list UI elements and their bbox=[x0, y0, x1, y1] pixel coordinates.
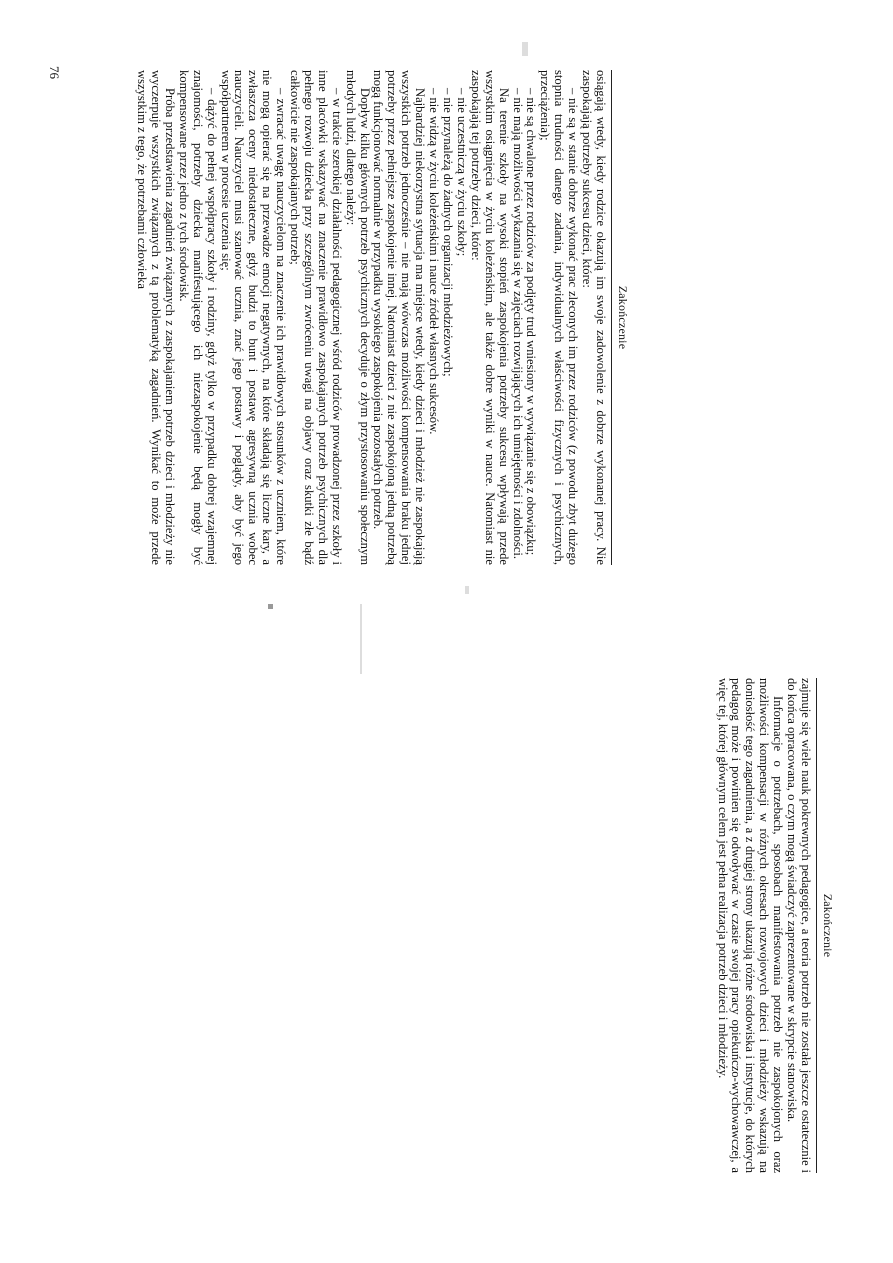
scan-mark bbox=[522, 42, 528, 56]
paragraph: zajmuje się wiele nauk pokrewnych pedagogice, a teoria potrzeb nie została jeszcze ostatecznie i do końca opracowana, o czym mogą świadczyć zaprezentowane w skrypcie stanowiska. bbox=[785, 678, 813, 1173]
left-header-rule bbox=[611, 70, 612, 565]
paragraph: – zwracać uwagę nauczycielom na znaczenie ich prawidłowych stosunków z uczniem, które nie mogą opierać się na przewadze emocji negatywnych, na które składają się liczne kary, a zwłaszcza oceny niedostateczne, gdyż budzi to bunt i postawę agresywną ucznia wobec nauczycieli. Nauczyciel musi szanować ucznia, znać jego postawy i poglądy, aby być jego współpartnerem w procesie uczenia się; bbox=[218, 70, 289, 565]
paragraph: – nie przynależą do żadnych organizacji młodzieżowych; bbox=[441, 88, 456, 377]
right-header-rule bbox=[816, 678, 817, 1173]
paragraph: Na terenie szkoły na wysoki stopień zaspokojenia potrzeby sukcesu wpływają przede wszystkim osiągnięcia w życiu koleżeńskim, ale także dobre wyniki w nauce. Natomiast nie zaspokajają tej potrzeby dzieci, które: bbox=[468, 70, 511, 565]
paragraph: – nie są w stanie dobrze wykonać prac zleconych im przez rodziców (z powodu zbyt dużego stopnia trudności danego zadania, indywidualnych właściwości fizycznych i psychicznych, przeciążenia); bbox=[538, 70, 581, 565]
paragraph: – nie widzą w życiu koleżeńskim i nauce źródeł własnych sukcesów. bbox=[427, 88, 442, 435]
right-page-body bbox=[715, 678, 812, 1173]
paragraph: Dopływ kilku głównych potrzeb psychicznych decyduje o złym przystosowaniu społecznym młodych ludzi, dlatego należy: bbox=[343, 70, 372, 565]
left-page-body bbox=[134, 70, 607, 565]
right-page-header: Zakończenie bbox=[821, 893, 835, 958]
paragraph: – nie uczestniczą w życiu szkoły; bbox=[454, 88, 469, 257]
paragraph: – dążyć do pełnej współpracy szkoły i rodziny, gdyż tylko w przypadku dobrej wzajemnej znajomości, potrzeby dziecka manifestującego ich niezaspokojenie będą mogły być kompensowane przez jedno z tych środowisk. bbox=[176, 70, 219, 565]
paragraph: Najbardziej niekorzystna sytuacja ma miejsce wtedy, kiedy dzieci i młodzież nie zaspokajają wszystkich potrzeb jednocześnie – nie mają wówczas możliwości kompensowania braku jednej potrzeby przez pełniejsze zaspokojenie innej. Natomiast dzieci z nie zaspokojoną jedną potrzebą mogą funkcjonować normalnie w przypadku wysokiego zaspokojenia pozostałych potrzeb. bbox=[371, 70, 428, 565]
right-page bbox=[715, 678, 835, 1173]
paragraph: – w trakcie szerokiej działalności pedagogicznej wśród rodziców prowadzonej przez szkoły i inne placówki wskazywać na znaczenie prawidłowo zaspokajanych potrzeb psychicznych dla pełnego rozwoju dziecka przy szczególnym zwróceniu uwagi na objawy oraz skutki złe bądź całkowicie nie zaspokajanych potrzeb; bbox=[288, 70, 344, 565]
paragraph: – nie mają możliwości wykazania się w zajęciach rozwijających ich umiejętności i zdolności. bbox=[510, 88, 525, 560]
page-number: 76 bbox=[47, 66, 62, 79]
paragraph: osiągają wtedy, kiedy rodzice okazują im swoje zadowolenie z dobrze wykonanej pracy. Nie zaspokajają potrzeby sukcesu dzieci, które: bbox=[580, 70, 608, 565]
left-page bbox=[134, 70, 630, 565]
scan-mark bbox=[268, 604, 273, 609]
scan-mark bbox=[360, 604, 362, 674]
paragraph: Próba przedstawienia zagadnień związanych z zaspokajaniem potrzeb dzieci i młodzieży nie wyczerpuje wszystkich związanych z tą problematyką zagadnień. Wynikać to może przede wszystkim z tego, że potrzebami człowieka bbox=[135, 70, 177, 565]
paragraph: Informacje o potrzebach, sposobach manifestowania potrzeb nie zaspokojonych oraz możliwości kompensacji w różnych okresach rozwojowych dzieci i młodzieży wskazują na doniosłość tego zagadnienia, a z drugiej strony ukazują różne środowiska i instytucje, do których pedagog może i powinien się odwoływać w czasie swojej pracy opiekuńczo-wychowawczej, a więc tej, której głównym celem jest pełna realizacja potrzeb dzieci i młodzieży. bbox=[715, 678, 786, 1173]
left-page-header: Zakończenie bbox=[616, 285, 630, 350]
scan-mark bbox=[465, 586, 469, 594]
paragraph: – nie są chwalone przez rodziców za podjęty trud wniesiony w wywiązanie się z obowiązku; bbox=[524, 88, 539, 556]
